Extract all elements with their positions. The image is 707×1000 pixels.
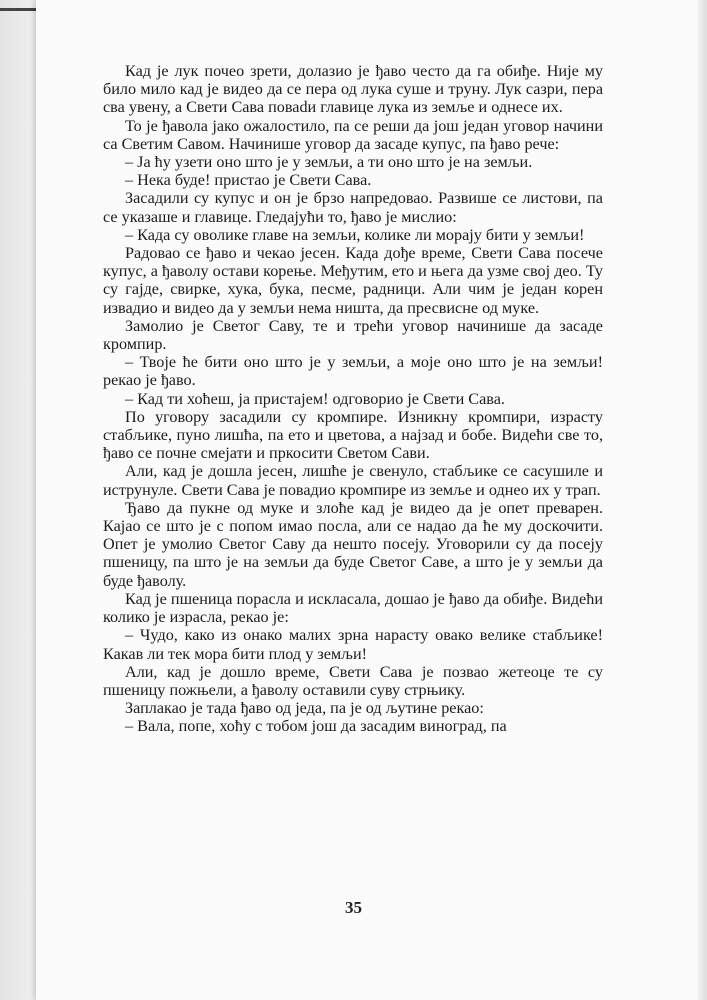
paragraph: По уговору засадили су кромпире. Изникну кромпири, израсту стабљике, пуно лишћа, па ето и цветова, а најзад и бобе. Видећи све то, ђаво се почне смејати и пркосити Светом Сави. xyxy=(103,407,603,463)
paragraph: Кад је пшеница порасла и искласала, дошао је ђаво да обиђе. Видећи колико је израсла, рекао је: xyxy=(103,589,603,627)
page-edge xyxy=(697,0,707,1000)
paragraph: Замолио је Светог Саву, те и трећи уговор начинише да засаде кромпир. xyxy=(103,316,603,354)
paragraph: Али, кад је дошла јесен, лишће је свенуло, стабљике се сасушиле и иструнуле. Свети Сава је повадио кромпире из земље и однео их у трап. xyxy=(103,462,603,499)
paragraph: Засадили су купус и он је брзо напредовао. Развише се листови, па се указаше и главице. Гледајући то, ђаво је мислио: xyxy=(103,189,603,226)
paragraph: Радовао се ђаво и чекао јесен. Када дође време, Свети Сава посече купус, а ђаволу остави корење. Међутим, ето и њега да узме свој део. Ту су гајде, свирке, хука, бука, песме, радници. Али чим је један корен извадио и видео да у земљи нема ништа, да пресвисне од муке. xyxy=(103,244,603,317)
paragraph: – Чудо, како из онако малих зрна нарасту овако велике стабљике! Какав ли тек мора бити плод у земљи! xyxy=(103,626,603,663)
paragraph: – Када су оволике главе на земљи, колике ли морају бити у земљи! xyxy=(125,225,585,244)
paragraph: Заплакао је тада ђаво од једа, па је од љутине рекао: xyxy=(125,699,484,718)
paragraph: – Ја ћу узети оно што је у земљи, а ти оно што је на земљи. xyxy=(125,153,533,172)
paragraph: Али, кад је дошло време, Свети Сава је позвао жетеоце те су пшеницу пожњели, а ђаволу оставили суву стрњику. xyxy=(103,662,603,699)
binding-mark xyxy=(0,8,38,11)
paragraph: То је ђавола јако ожалостило, па се реши да још један уговор начини са Светим Савом. Начинише уговор да засаде купус, па ђаво рече: xyxy=(103,116,603,153)
paragraph: Кад је лук почео зрети, долазио је ђаво често да га обиђе. Није му било мило кад је видео да се пера од лука суше и труну. Лук сазри, пера сва увену, а Свети Сава поваdи главице лука из земље и однесе их. xyxy=(103,62,603,117)
paragraph: Ђаво да пукне од муке и злоће кад је видео да је опет преварен. Кајао се што је с попом имао посла, али се надао да ће му доскочити. Опет је умолио Светог Саву да нешто посеју. Уговорили су да посеју пшеницу, па што је на земљи да буде Светог Саве, а што је у земљи да буде ђаволу. xyxy=(103,498,603,590)
page-gutter xyxy=(0,0,36,1000)
page-number: 35 xyxy=(345,898,362,917)
paragraph: – Твоје ће бити оно што је у земљи, а моје оно што је на земљи! рекао је ђаво. xyxy=(103,353,603,390)
story-text xyxy=(103,62,603,736)
paragraph: – Кад ти хоћеш, ја пристајем! одговорио је Свети Сава. xyxy=(125,389,505,408)
paragraph: – Вала, попе, хоћу с тобом још да засадим виноград, па xyxy=(125,717,507,736)
paragraph: – Нека буде! пристао је Свети Сава. xyxy=(125,171,372,190)
